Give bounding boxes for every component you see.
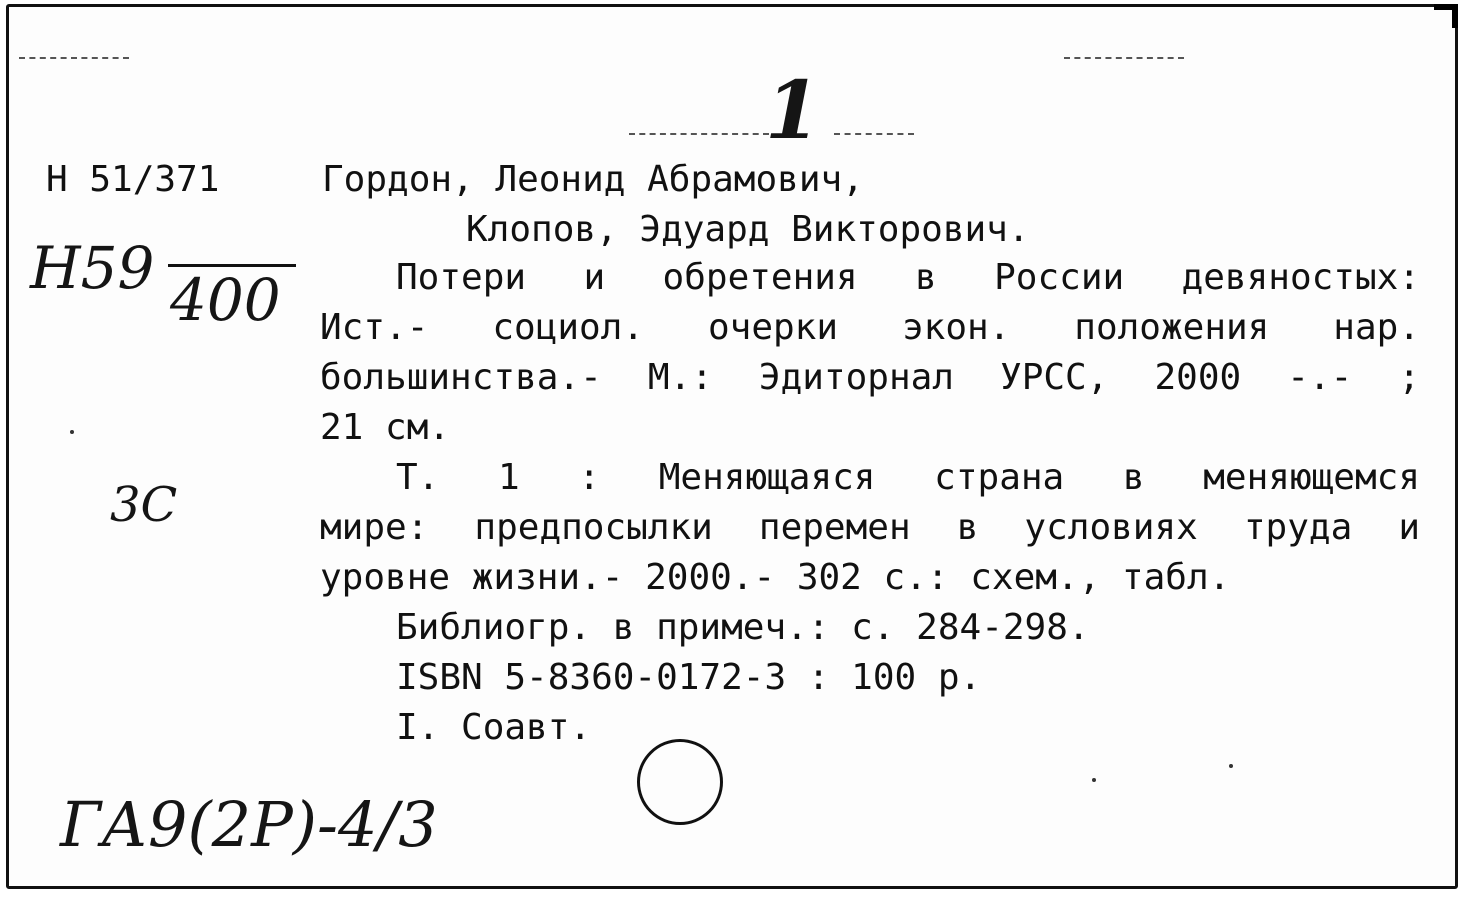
isbn-price: ISBN 5-8360-0172-3 : 100 р.: [396, 657, 982, 698]
volume-line-1: Т. 1 : Меняющаяся страна в меняющемся: [396, 457, 1420, 498]
mark-rule-left: [629, 133, 769, 135]
ink-speck: [1092, 778, 1096, 782]
volume-line-3: уровне жизни.- 2000.- 302 с.: схем., табл.: [320, 557, 1231, 598]
title-line-2: Ист.- социол. очерки экон. положения нар.: [320, 307, 1420, 348]
ink-speck: [1229, 764, 1233, 768]
card-corner-mark: [1434, 4, 1458, 28]
top-rule-left: [19, 57, 129, 59]
author-main: Гордон, Леонид Абрамович,: [322, 159, 864, 200]
top-rule-right: [1064, 57, 1184, 59]
volume-line-2: мире: предпосылки перемен в условиях труда и: [320, 507, 1420, 548]
handwritten-shelf-code: Н59: [30, 234, 155, 302]
mark-rule-right: [834, 133, 914, 135]
author-second: Клопов, Эдуард Викторович.: [466, 209, 1030, 250]
catalog-card: [6, 4, 1458, 889]
bibliography-note: Библиогр. в примеч.: с. 284-298.: [396, 607, 1090, 648]
ink-speck: [70, 430, 74, 434]
call-number: Н 51/371: [46, 159, 220, 200]
handwritten-marginal-note: 3С: [110, 477, 178, 533]
handwritten-volume-mark: 1: [765, 63, 821, 157]
stamp-circle: [637, 739, 723, 825]
title-line-1: Потери и обретения в России девяностых:: [396, 257, 1420, 298]
coauthor-tracing: I. Соавт.: [396, 707, 592, 748]
title-line-4: 21 см.: [320, 407, 451, 448]
title-line-3: большинства.- М.: Эдиторнал УРСС, 2000 -.- ;: [320, 357, 1420, 398]
handwritten-bottom-code: ГА9(2Р)-4/3: [60, 788, 438, 861]
handwritten-shelf-number: 400: [170, 266, 281, 334]
